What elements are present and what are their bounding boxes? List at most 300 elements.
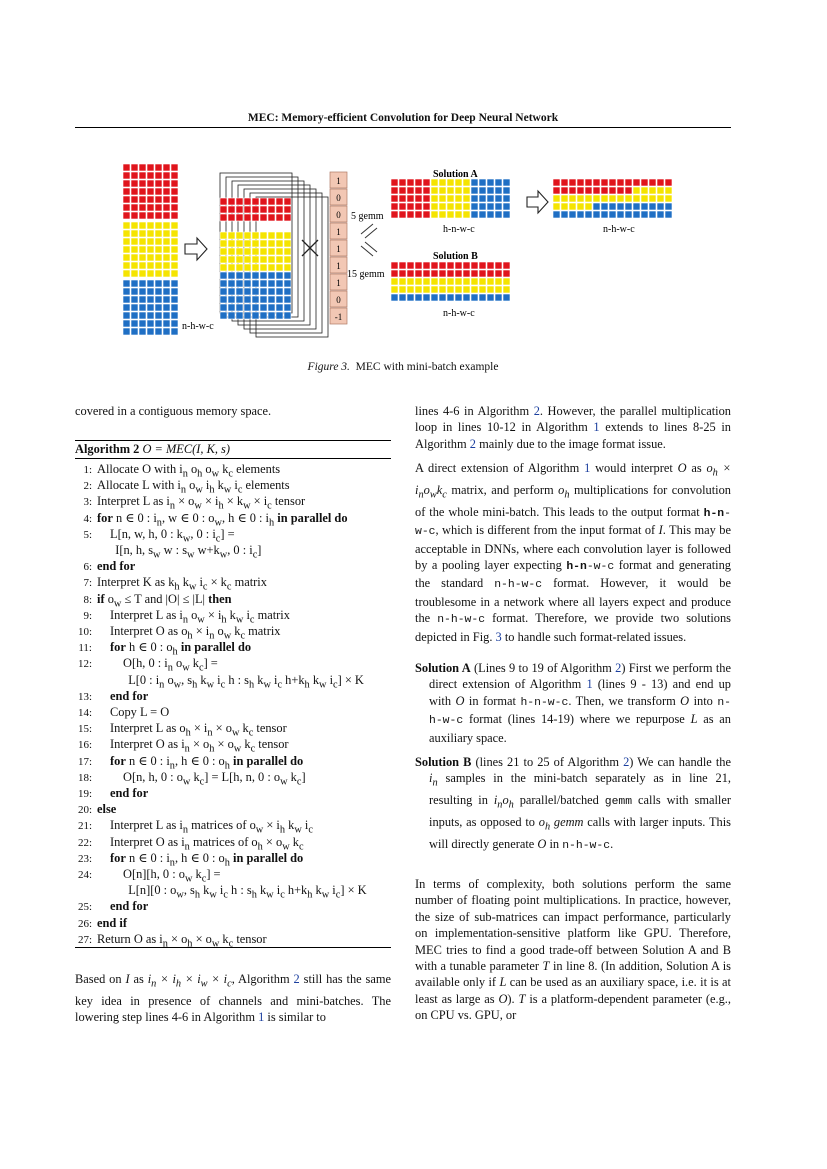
input-cell-yellow	[171, 238, 178, 245]
input-cell-red	[131, 180, 138, 187]
input-cell-yellow	[155, 270, 162, 277]
ref-algorithm-1[interactable]: 1	[258, 1010, 265, 1025]
lowered-cell-blue	[276, 280, 283, 287]
line-number: 1:	[83, 464, 92, 476]
lowered-cell-blue	[276, 304, 283, 311]
input-cell-blue	[131, 328, 138, 335]
input-cell-blue	[171, 304, 178, 311]
lt-p4: still has the same key idea in presence of channels and mini-batches. The lowering step lines 4-6 in Algorithm	[75, 972, 391, 1025]
lowered-cell-yellow	[276, 232, 283, 239]
input-cell-red	[123, 164, 130, 171]
input-cell-red	[171, 196, 178, 203]
gemm-mono: gemm	[604, 796, 633, 809]
algorithm-signature: O = MEC(I, K, s)	[142, 442, 230, 456]
lowered-cell-yellow	[228, 240, 235, 247]
lowered-cell-blue	[268, 288, 275, 295]
sol-b-cell	[479, 286, 486, 293]
line-number: 2:	[83, 480, 92, 493]
input-cell-blue	[123, 304, 130, 311]
ref-algorithm-2-r1b[interactable]: 2	[469, 436, 476, 451]
sol-a-cell	[479, 187, 486, 194]
ref-algorithm-1-r2[interactable]: 1	[584, 461, 591, 475]
sol-a-out-cell	[625, 203, 632, 210]
lowered-cell-yellow	[220, 232, 227, 239]
sol-b-cell	[391, 286, 398, 293]
line-number: 9:	[83, 609, 92, 622]
line-number: 14:	[77, 707, 92, 719]
line-content: for n ∈ 0 : $i_n$, h ∈ 0 : $o_h$ in parallel do	[110, 753, 304, 772]
ref-algorithm-2-sb[interactable]: 2	[623, 755, 630, 769]
sol-a-out-cell	[561, 211, 568, 218]
solution-b-paragraph: Solution B (lines 21 to 25 of Algorithm 2) We can handle the $i_n$ samples in the mini-batch separately as in line 21, resulting in $i_no_h$ parallel/batched gemm calls with smaller inputs, as opposed to $o_h$ gemm calls with larger inputs. This will directly generate O in n-h-w-c.	[415, 755, 731, 853]
sol-a-cell	[399, 211, 406, 218]
ref-algorithm-2-sa[interactable]: 2	[615, 661, 622, 675]
input-cell-red	[155, 172, 162, 179]
sol-a-out-cell	[617, 203, 624, 210]
fmt-nhwc-sa: n-h-w-c	[429, 696, 731, 728]
lowered-cell-blue	[276, 272, 283, 279]
line-number: 22:	[77, 836, 92, 849]
sol-b-cell	[503, 278, 510, 285]
input-cell-blue	[171, 296, 178, 303]
input-cell-blue	[163, 328, 170, 335]
sol-a-out-cell	[593, 195, 600, 202]
ref-figure-3[interactable]: 3	[495, 629, 502, 644]
sol-a-cell	[415, 203, 422, 210]
sol-a-out-cell	[553, 179, 560, 186]
sol-a-cell	[487, 211, 494, 218]
input-cell-red	[163, 172, 170, 179]
line-content: Interpret O as $i_n \times o_h \times o_w$ $k_c$ tensor	[110, 737, 289, 755]
sol-b-cell	[487, 294, 494, 301]
sb-b: ) We can handle the	[629, 755, 731, 769]
sb-g: in	[549, 837, 560, 852]
input-cell-blue	[155, 304, 162, 311]
line-number: 21:	[77, 820, 92, 833]
lowered-cell-yellow	[220, 248, 227, 255]
sol-b-cell	[471, 262, 478, 269]
input-cell-red	[139, 212, 146, 219]
line-content: Copy L = O	[110, 705, 170, 719]
input-cell-red	[139, 196, 146, 203]
line-number: 8:	[83, 593, 92, 606]
lowered-cell-yellow	[260, 256, 267, 263]
sol-a-out-cell	[553, 187, 560, 194]
input-cell-red	[147, 180, 154, 187]
sol-b-cell	[415, 262, 422, 269]
sol-a-out-cell	[577, 187, 584, 194]
lowered-cell-yellow	[268, 240, 275, 247]
input-cell-red	[131, 212, 138, 219]
sol-a-out-cell	[649, 211, 656, 218]
line-content: L[n, w, h, 0 : $k_w$, 0 : $i_c$] =	[110, 526, 235, 545]
input-cell-yellow	[139, 246, 146, 253]
sol-b-cell	[439, 270, 446, 277]
input-cell-yellow	[123, 238, 130, 245]
input-cell-yellow	[171, 230, 178, 237]
line-content: end for	[110, 786, 149, 800]
input-cell-blue	[123, 328, 130, 335]
line-number: 16:	[77, 739, 92, 752]
input-cell-red	[171, 188, 178, 195]
input-cell-blue	[123, 288, 130, 295]
kernel-value: 0	[336, 295, 341, 305]
lowered-cell-yellow	[260, 232, 267, 239]
input-cell-red	[171, 180, 178, 187]
sol-b-cell	[407, 270, 414, 277]
line-content: end for	[97, 559, 136, 574]
sol-a-cell	[399, 179, 406, 186]
sol-b-cell	[455, 286, 462, 293]
sol-a-cell	[455, 211, 462, 218]
lowered-cell-blue	[268, 312, 275, 319]
sol-a-cell	[495, 195, 502, 202]
sol-b-cell	[447, 286, 454, 293]
input-cell-blue	[139, 312, 146, 319]
lowered-cell-yellow	[244, 256, 251, 263]
fmt-hnwc-sa: h-n-w-c	[520, 696, 569, 709]
sol-b-cell	[447, 294, 454, 301]
line-content: Interpret L as $i_n$ $o_w \times i_h$ $k_w$ $i_c$ matrix	[110, 607, 290, 626]
line-content: end for	[110, 899, 149, 914]
sol-a-cell	[439, 203, 446, 210]
sol-a-cell	[391, 195, 398, 202]
lt-p5: is similar to	[267, 1010, 326, 1025]
rp1-b: . However, the parallel multiplication loop in lines 10-12 in Algorithm	[415, 404, 731, 435]
sb-h: .	[610, 837, 614, 852]
input-cell-red	[163, 164, 170, 171]
sol-a-cell	[399, 203, 406, 210]
input-cell-red	[155, 164, 162, 171]
input-cell-blue	[131, 280, 138, 287]
line-content: Interpret O as $i_n$ matrices of $o_h \times o_w$ $k_c$	[110, 834, 304, 853]
sol-a-cell	[407, 203, 414, 210]
input-cell-red	[147, 172, 154, 179]
sol-a-out-cell	[601, 211, 608, 218]
sol-a-out-cell	[577, 211, 584, 218]
input-cell-blue	[155, 312, 162, 319]
input-cell-red	[123, 196, 130, 203]
kernel-value: 0	[336, 193, 341, 203]
input-cell-red	[171, 164, 178, 171]
line-number: 4:	[83, 512, 92, 525]
sol-a-cell	[471, 203, 478, 210]
sol-a-out-cell	[553, 203, 560, 210]
input-cell-yellow	[139, 254, 146, 261]
lowered-cell-blue	[252, 288, 259, 295]
lt-p1: Based on	[75, 972, 122, 986]
line-number: 12:	[77, 658, 92, 671]
lowered-cell-blue	[244, 288, 251, 295]
sol-a-cell	[391, 211, 398, 218]
input-cell-yellow	[139, 270, 146, 277]
sol-a-cell	[407, 179, 414, 186]
input-cell-blue	[163, 296, 170, 303]
sol-a-out-cell	[625, 211, 632, 218]
sol-a-cell	[415, 195, 422, 202]
ref-algorithm-2[interactable]: 2	[293, 972, 300, 986]
lowered-cell-blue	[260, 288, 267, 295]
sol-a-cell	[447, 179, 454, 186]
sol-a-out-cell	[569, 179, 576, 186]
label-nhwc-left: n-h-w-c	[182, 321, 214, 332]
lowered-cell-blue	[220, 288, 227, 295]
ref-algorithm-2-r1[interactable]: 2	[533, 404, 540, 418]
input-cell-red	[131, 164, 138, 171]
rp2-g: . This may be acceptable in DNNs, where each convolution layer is followed by a pooling layer expecting	[415, 523, 731, 572]
sol-b-cell	[415, 286, 422, 293]
line-number: 10:	[77, 626, 92, 638]
algorithm-mid-rule	[75, 458, 391, 459]
sol-b-cell	[447, 262, 454, 269]
sol-a-out-cell	[577, 203, 584, 210]
lowered-cell-blue	[220, 280, 227, 287]
sol-a-cell	[455, 203, 462, 210]
sol-a-out-cell	[633, 179, 640, 186]
lowered-cell-blue	[268, 304, 275, 311]
caption-text: MEC with mini-batch example	[355, 361, 499, 373]
lowered-cell-blue	[220, 272, 227, 279]
sol-a-out-cell	[641, 187, 648, 194]
sol-a-out-cell	[641, 203, 648, 210]
sol-b-cell	[471, 270, 478, 277]
sol-b-cell	[423, 278, 430, 285]
sol-a-out-cell	[569, 203, 576, 210]
input-cell-red	[123, 212, 130, 219]
ref-algorithm-1-sa[interactable]: 1	[586, 677, 593, 692]
sol-a-cell	[471, 211, 478, 218]
lowered-cell-blue	[284, 272, 291, 279]
lowered-cell-yellow	[268, 264, 275, 271]
lowered-cell-blue	[220, 304, 227, 311]
line-number: 27:	[77, 933, 92, 946]
algorithm-line	[75, 915, 391, 932]
sol-b-cell	[503, 262, 510, 269]
sol-b-cell	[463, 294, 470, 301]
right-arrow-icon	[185, 238, 207, 260]
sol-a-out-cell	[665, 179, 672, 186]
line-content: Return O as $i_n \times o_h \times o_w$ $k_c$ tensor	[97, 931, 267, 950]
solution-b-label: Solution B	[433, 251, 478, 262]
sol-b-cell	[399, 270, 406, 277]
sol-a-cell	[431, 179, 438, 186]
sol-a-cell	[447, 211, 454, 218]
lowered-cell-blue	[228, 280, 235, 287]
input-cell-red	[155, 188, 162, 195]
input-cell-blue	[147, 320, 154, 327]
solution-b-title: Solution B	[415, 755, 472, 769]
solution-a-title: Solution A	[415, 661, 471, 675]
rp2-j: format. Therefore, we provide two solutions depicted in Fig.	[415, 611, 731, 644]
rp3-b: in line 8. (In addition, Solution A is available only if	[415, 959, 731, 990]
label-5-gemm: 5 gemm	[351, 211, 384, 222]
sol-b-cell	[495, 270, 502, 277]
sol-a-cell	[503, 195, 510, 202]
sol-a-cell	[455, 195, 462, 202]
lt-p2: as	[133, 972, 144, 986]
split-lines-a	[361, 224, 377, 238]
input-cell-red	[163, 204, 170, 211]
sol-b-cell	[471, 294, 478, 301]
sol-b-cell	[415, 278, 422, 285]
sol-b-cell	[503, 286, 510, 293]
lowered-cell-red	[252, 206, 259, 213]
sol-b-cell	[439, 278, 446, 285]
lowered-cell-blue	[252, 304, 259, 311]
rp1-d: mainly due to the image format issue.	[479, 436, 666, 451]
input-cell-yellow	[155, 222, 162, 229]
fmt-wc-2: -w-c	[586, 560, 615, 573]
left-text-top: covered in a contiguous memory space.	[75, 404, 272, 418]
sa-f: into	[693, 693, 713, 708]
sol-a-out-cell	[593, 211, 600, 218]
sa-h: as an auxiliary space.	[429, 712, 731, 745]
lowered-cell-red	[260, 214, 267, 221]
sol-a-out-cell	[657, 195, 664, 202]
sol-b-cell	[479, 262, 486, 269]
lowered-cell-blue	[244, 272, 251, 279]
lowered-cell-red	[268, 206, 275, 213]
sol-a-cell	[463, 203, 470, 210]
lowered-cell-red	[284, 214, 291, 221]
sol-a-cell	[399, 187, 406, 194]
input-cell-yellow	[131, 230, 138, 237]
ref-algorithm-1-r1[interactable]: 1	[593, 420, 600, 435]
sol-a-cell	[479, 203, 486, 210]
sol-a-cell	[463, 211, 470, 218]
lowered-cell-red	[236, 214, 243, 221]
input-cell-red	[147, 188, 154, 195]
sol-b-cell	[495, 278, 502, 285]
sol-a-cell	[399, 195, 406, 202]
sol-b-cell	[439, 262, 446, 269]
input-cell-blue	[147, 328, 154, 335]
input-cell-blue	[147, 280, 154, 287]
sol-a-cell	[431, 187, 438, 194]
sol-a-cell	[471, 195, 478, 202]
input-cell-red	[131, 172, 138, 179]
sol-b-cell	[399, 278, 406, 285]
sol-b-cell	[503, 270, 510, 277]
algorithm-line	[75, 801, 391, 818]
line-number: 7:	[83, 577, 92, 590]
sol-a-cell	[391, 179, 398, 186]
input-cell-red	[171, 172, 178, 179]
lowered-cell-yellow	[236, 264, 243, 271]
sol-a-out-cell	[665, 195, 672, 202]
input-cell-blue	[139, 288, 146, 295]
left-text-bottom: Based on I as $i_n \times i_h \times i_w \times i_c$, Algorithm 2 still has the same key idea in presence of channels and mini-batches. The lowering step lines 4-6 in Algorithm 1 is similar to	[75, 972, 391, 1025]
sol-a-out-cell	[657, 203, 664, 210]
input-cell-yellow	[123, 230, 130, 237]
sol-b-cell	[407, 286, 414, 293]
input-cell-red	[123, 188, 130, 195]
input-cell-red	[139, 180, 146, 187]
line-content: for n ∈ 0 : $i_n$, h ∈ 0 : $o_h$ in parallel do	[110, 850, 304, 869]
sol-b-cell	[455, 270, 462, 277]
lowered-cell-yellow	[220, 240, 227, 247]
sol-a-cell	[407, 211, 414, 218]
lowered-cell-yellow	[260, 248, 267, 255]
sol-a-out-cell	[641, 195, 648, 202]
input-cell-blue	[171, 280, 178, 287]
sol-b-cell	[487, 286, 494, 293]
rp2-e: multiplications for convolution of the whole mini-batch. This leads to the output format	[415, 482, 731, 519]
fmt-wc-1: -w-c	[415, 507, 731, 539]
input-cell-yellow	[155, 238, 162, 245]
label-hnwc: h-n-w-c	[443, 224, 475, 235]
caption-label: Figure 3.	[307, 361, 350, 373]
sol-a-cell	[391, 203, 398, 210]
fmt-nhwc-2: n-h-w-c	[437, 614, 486, 627]
right-arrow-icon-2	[527, 191, 548, 213]
sol-a-out-cell	[617, 195, 624, 202]
sol-b-cell	[399, 294, 406, 301]
sol-a-out-cell	[561, 195, 568, 202]
lowered-cell-red	[276, 198, 283, 205]
line-content: end for	[110, 688, 149, 703]
input-cell-red	[147, 204, 154, 211]
line-number: 26:	[77, 917, 92, 930]
lowered-cell-red	[284, 198, 291, 205]
line-number: 11:	[78, 642, 92, 655]
sol-a-out-cell	[609, 203, 616, 210]
input-cell-blue	[139, 328, 146, 335]
sol-b-cell	[455, 262, 462, 269]
sol-a-out-cell	[641, 211, 648, 218]
input-cell-blue	[139, 280, 146, 287]
sb-d: parallel/batched	[519, 793, 599, 808]
sb-c: samples in the mini-batch separately as in line 21, resulting in	[429, 771, 731, 808]
solution-a-paragraph: Solution A (Lines 9 to 19 of Algorithm 2) First we perform the direct extension of Algorithm 1 (lines 9 - 13) and end up with O in format h-n-w-c. Then, we transform O into n-h-w-c format (lines 14-19) where we repurpose L as an auxiliary space.	[415, 661, 731, 745]
sol-b-cell	[503, 294, 510, 301]
sol-b-cell	[415, 270, 422, 277]
sol-a-cell	[447, 203, 454, 210]
lowered-cell-yellow	[252, 240, 259, 247]
line-number: 6:	[83, 561, 92, 574]
input-cell-yellow	[123, 270, 130, 277]
sa-a: (Lines 9 to 19 of Algorithm	[474, 661, 612, 675]
input-cell-yellow	[123, 254, 130, 261]
sol-b-cell	[431, 262, 438, 269]
sol-a-out-cell	[617, 179, 624, 186]
sol-b-cell	[471, 286, 478, 293]
lowered-cell-blue	[236, 272, 243, 279]
input-cell-blue	[163, 288, 170, 295]
sol-a-cell	[503, 187, 510, 194]
lowered-cell-blue	[236, 280, 243, 287]
lowered-cell-red	[268, 214, 275, 221]
lowered-cell-red	[252, 214, 259, 221]
algorithm-top-rule	[75, 440, 391, 441]
split-lines-b	[361, 242, 377, 256]
lowered-cell-yellow	[268, 232, 275, 239]
sol-a-cell	[423, 203, 430, 210]
sol-a-out-cell	[593, 203, 600, 210]
algorithm-line	[75, 704, 391, 721]
rp3-d: ).	[507, 991, 515, 1006]
sol-b-cell	[407, 262, 414, 269]
fmt-hn-2: h-n	[566, 560, 587, 573]
sol-b-cell	[463, 262, 470, 269]
rp2-c: as	[691, 461, 702, 475]
sol-a-out-cell	[569, 195, 576, 202]
lowered-cell-yellow	[284, 256, 291, 263]
rp2-f: , which is different from the input format of	[435, 523, 656, 538]
sol-a-cell	[455, 187, 462, 194]
input-cell-blue	[131, 304, 138, 311]
sa-g: format (lines 14-19) where we repurpose	[468, 712, 685, 727]
